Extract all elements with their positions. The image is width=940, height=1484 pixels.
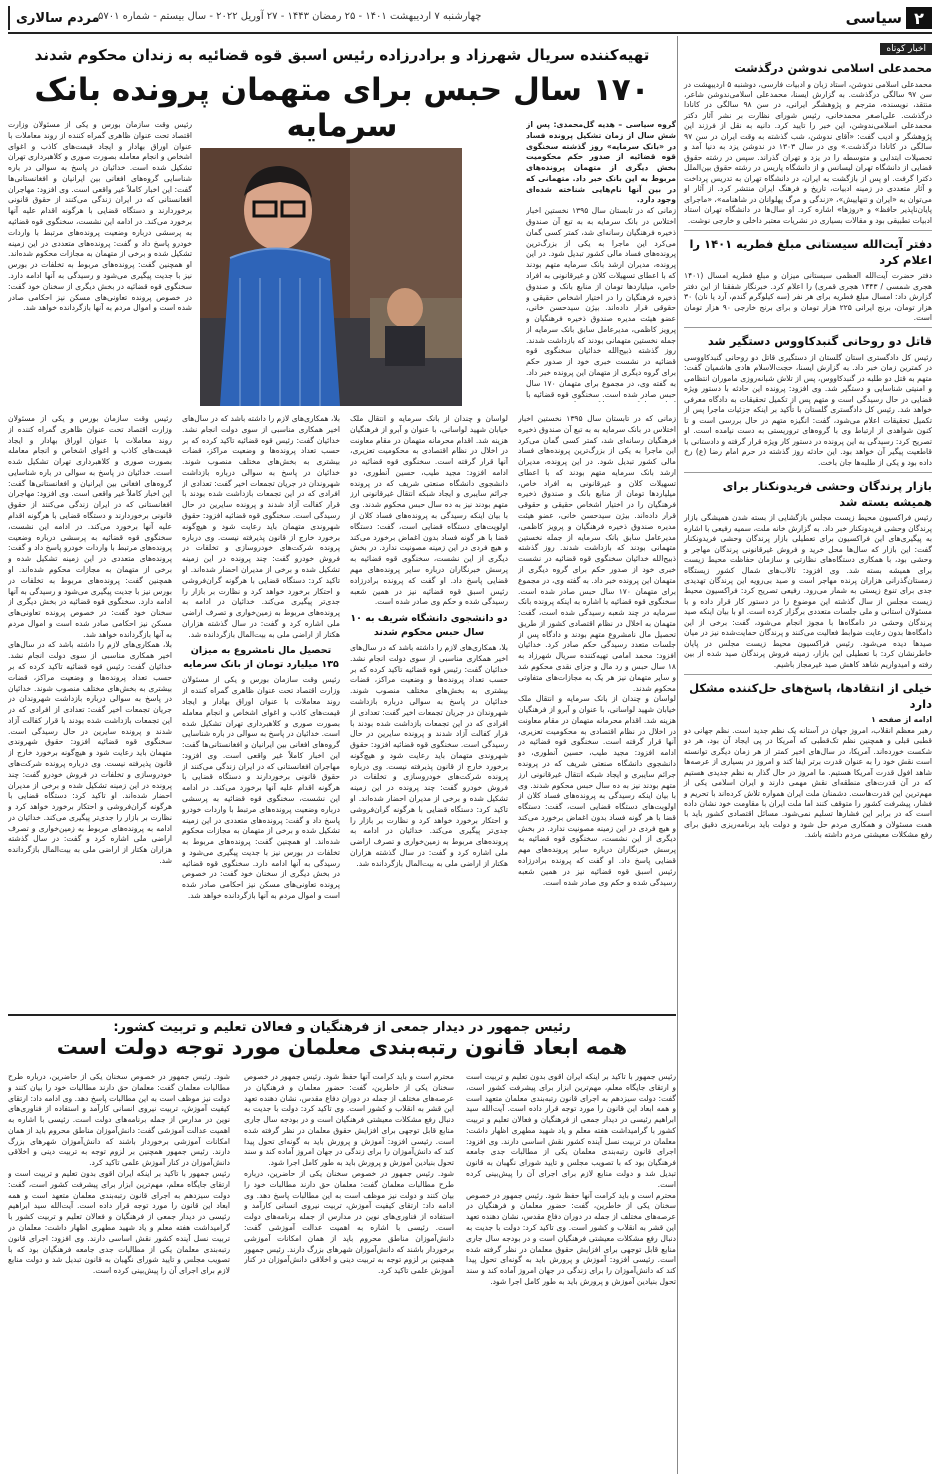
main-article xyxy=(8,36,676,1011)
divider xyxy=(684,674,932,675)
article-column xyxy=(350,414,508,1010)
article-body-text: شود. رئیس جمهور در خصوص سخنان یکی از حاضرین، درباره طرح مطالبات معلمان گفت: معلمان حق دارند مطالبات خود را بیان کنند و دولت نیز موظف است به این مطالبات پاسخ دهد. وی ادامه داد: ارتقای کیفیت آموزش، تربیت نیروی انسانی کارآمد و استفاده از فناوری‌های نوین در مدارس از جمله برنامه‌های دولت است. رئیسی با اشاره به اهمیت عدالت آموزشی گفت: دانش‌آموزان مناطق محروم باید از همان امکانات آموزشی برخوردار باشند که دانش‌آموزان شهرهای بزرگ دارند. رئیس جمهور همچنین بر لزوم توجه به تربیت دینی و اخلاقی دانش‌آموزان در کنار آموزش علمی تاکید کرد. xyxy=(244,1169,454,1276)
brief-item xyxy=(684,61,932,226)
article-body-text: زمانی که در تابستان سال ۱۳۹۵ نخستین اخبار اختلاس در بانک سرمایه به به تبع آن صندوق ذخیره فرهنگیان رسانه‌ای شد، کمتر کسی گمان می‌کرد این ماجرا به یکی از بزرگ‌ترین پرونده‌های فساد مالی کشور تبدیل شود. در این پرونده، مدیران ارشد بانک سرمایه متهم بودند که با اعطای تسهیلات کلان و غیرقانونی به افراد خاص، میلیاردها تومان از منابع بانک و صندوق ذخیره فرهنگیان را در اختیار اشخاص حقیقی و حقوقی قرار داده‌اند. بیژن سیدحسن خانی، عضو هیئت مدیره صندوق ذخیره فرهنگیان و پرویز کاظمی، مدیرعامل سابق بانک سرمایه از جمله نخستین متهمانی بودند که بازداشت شدند. روز گذشته ذبیح‌الله خدائیان سخنگوی قوه قضائیه در نشست خبری خود از صدور حکم برای گروه دیگری از متهمان این پرونده خبر داد. به گفته وی، در مجموع برای متهمان ۱۷۰ سال حبس صادر شده است. سخنگوی قوه قضائیه با اشاره به اینکه پرونده بانک سرمایه در چند شعبه رسیدگی شده است، گفت: متهمان به اخلال در نظام اقتصادی کشور از طریق تحصیل مال نامشروع متهم بودند و دادگاه پس از جلسات متعدد رسیدگی حکم صادر کرد. خدائیان افزود: محمد امامی تهیه‌کننده سریال شهرزاد به ۱۸ سال حبس و رد مال و جزای نقدی محکوم شد و سایر متهمان نیز هر یک به مجازات‌های متفاوتی محکوم شدند. xyxy=(518,414,676,693)
section-divider xyxy=(8,1014,676,1016)
divider xyxy=(684,472,932,473)
article-column xyxy=(466,1072,676,1476)
article-subheading: تحصیل مال نامشروع به میزان ۱۳۵ میلیارد تومان از بانک سرمایه xyxy=(183,645,339,670)
brief-title: دفتر آیت‌الله سیستانی مبلغ فطریه ۱۴۰۱ را اعلام کرد xyxy=(689,237,932,267)
brief-item xyxy=(684,334,932,468)
article-lead: گروه سیاسی – هدیه گل‌محمدی: پس از شش سال از زمان تشکیل پرونده فساد در «بانک سرمایه» روز گذشته سخنگوی قوه قضائیه از صدور حکم محکومیت بخش دیگری از متهمان پرونده‌های مربوط به این بانک خبر داد. متهمانی که در بین آنها نام‌هایی شناخته شده‌ای وجود دارد. xyxy=(526,120,676,205)
brief-title: بازار پرندگان وحشی فریدونکنار برای همیشه بسته شد xyxy=(722,479,932,509)
article-body-text: زمانی که در تابستان سال ۱۳۹۵ نخستین اخبار اختلاس در بانک سرمایه به به تبع آن صندوق ذخیره فرهنگیان رسانه‌ای شد، کمتر کسی گمان می‌کرد این ماجرا به یکی از بزرگ‌ترین پرونده‌های فساد مالی کشور تبدیل شود. در این پرونده، مدیران ارشد بانک سرمایه متهم بودند که با اعطای تسهیلات کلان و غیرقانونی به افراد خاص، میلیاردها تومان از منابع بانک و صندوق ذخیره فرهنگیان را در اختیار اشخاص حقیقی و حقوقی قرار داده‌اند. بیژن سیدحسن خانی، عضو هیئت مدیره صندوق ذخیره فرهنگیان و پرویز کاظمی، مدیرعامل سابق بانک سرمایه از جمله نخستین متهمانی بودند که بازداشت شدند. روز گذشته ذبیح‌الله خدائیان سخنگوی قوه قضائیه در نشست خبری خود از صدور حکم برای گروه دیگری از متهمان این پرونده خبر داد. به گفته وی، در مجموع برای متهمان ۱۷۰ سال حبس صادر شده است. سخنگوی قوه قضائیه با xyxy=(526,206,676,399)
newspaper-name: مردم سالاری xyxy=(8,6,100,30)
brief-body: رئیس فراکسیون محیط زیست مجلس بازگشایی از بسته شدن همیشگی بازار پرندگان وحشی فریدونکنار خبر داد. به گزارش خانه ملت، سمیه رفیعی با اشاره به پیگیری‌های این فراکسیون برای تعطیلی بازار پرندگان وحشی فریدونکنار گفت: این بازار که سال‌ها محل خرید و فروش غیرقانونی پرندگان مهاجر و وحشی بود، با همکاری دستگاه‌های نظارتی و سازمان حفاظت محیط زیست برای همیشه بسته شد. وی افزود: تالاب‌های شمال کشور زیستگاه زمستان‌گذرانی هزاران پرنده مهاجر است و صید بی‌رویه این پرندگان تهدیدی جدی برای تنوع زیستی به شمار می‌رود. رفیعی تصریح کرد: فراکسیون محیط زیست مجلس از سال گذشته این موضوع را در دستور کار قرار داده و با مسئولان استانی و ملی جلسات متعددی برگزار کرده است. او با بیان اینکه صید پرندگان وحشی در دامگاه‌ها با مجوز انجام می‌شود، گفت: برخی از این دامگاه‌ها بدون رعایت ضوابط فعالیت می‌کنند و پرندگان حمایت‌شده نیز در میان صیدها دیده می‌شود. رئیس فراکسیون محیط زیست مجلس در پایان خاطرنشان کرد: با تعطیلی این بازار، زمینه فروش پرندگان صید شده از بین رفته و امیدواریم شاهد کاهش صید غیرمجاز باشیم. xyxy=(684,513,932,669)
article-body-text: بلا، همکاری‌های لازم را داشته باشد که در سال‌های اخیر همکاری مناسبی از سوی دولت انجام نشد. خدائیان گفت: رئیس قوه قضائیه تاکید کرده که بر حسب تعداد پرونده‌ها و وضعیت مراکز، قضات بیشتری به بخش‌های مختلف منصوب شوند. خدائیان در پاسخ به سوالی درباره بازداشت شهروندان در جریان تجمعات اخیر گفت: تعدادی از افرادی که در این تجمعات بازداشت شده بودند با قرار کفالت آزاد شدند و پرونده سایرین در حال رسیدگی است. سخنگوی قوه قضائیه افزود: حقوق شهروندی متهمان باید رعایت شود و هیچ‌گونه برخورد خارج از قانون پذیرفته نیست. وی درباره پرونده شرکت‌های خودروسازی و تخلفات در فروش خودرو گفت: چند پرونده در این زمینه تشکیل شده و برخی از مدیران احضار شده‌اند. او تاکید کرد: دستگاه قضایی با هرگونه گران‌فروشی و احتکار برخورد خواهد کرد و نظارت بر بازار را جدی‌تر پیگیری می‌کند. خدائیان در ادامه به پرونده‌های مربوط به زمین‌خواری و تصرف اراضی ملی اشاره کرد و گفت: در سال گذشته هزاران هکتار از اراضی ملی به بیت‌المال بازگردانده شد. xyxy=(350,643,508,868)
article-column xyxy=(182,414,340,1010)
article-column xyxy=(8,1072,230,1476)
article-body-text: لواسان و چندان از بانک سرمایه و انتقال ملک خیابان شهید لواسانی، با عنوان و آبرو از فرهنگیان هزینه شد. اقدام محرمانه متهمان در مقام معاونت در اخلال در نظام اقتصادی به محکومیت تعزیری، آنها قرار گرفته است. سخنگوی قوه قضائیه در ادامه افزود: مجید طیب، حسین آنطوری، دو دانشجوی دانشگاه صنعتی شریف که در پرونده جرائم سایبری و ایجاد شبکه انتقال غیرقانونی ارز متهم بودند نیز به ده سال حبس محکوم شدند. وی با بیان اینکه رسیدگی به پرونده‌های فساد کلان از اولویت‌های دستگاه قضایی است، گفت: دستگاه قضا با هر گونه فساد بدون اغماض برخورد می‌کند و هیچ فردی در این زمینه مصونیت ندارد. در بخش دیگری از این نشست، سخنگوی قوه قضائیه به پرسش خبرنگاران درباره سایر پرونده‌های مهم قضایی پاسخ داد. او گفت که پرونده برادرزاده رئیس اسبق قوه قضائیه نیز در همین شعبه رسیدگی شده و حکم وی صادر شده است. xyxy=(518,694,676,887)
brief-title: محمدعلی اسلامی ندوشن درگذشت xyxy=(734,61,932,75)
article-body-text: بلا، همکاری‌های لازم را داشته باشد که در سال‌های اخیر همکاری مناسبی از سوی دولت انجام نشد. خدائیان گفت: رئیس قوه قضائیه تاکید کرده که بر حسب تعداد پرونده‌ها و وضعیت مراکز، قضات بیشتری به بخش‌های مختلف منصوب شوند. خدائیان در پاسخ به سوالی درباره بازداشت شهروندان در جریان تجمعات اخیر گفت: تعدادی از افرادی که در این تجمعات بازداشت شده بودند با قرار کفالت آزاد شدند و پرونده سایرین در حال رسیدگی است. سخنگوی قوه قضائیه افزود: حقوق شهروندی متهمان باید رعایت شود و هیچ‌گونه برخورد خارج از قانون پذیرفته نیست. وی درباره پرونده شرکت‌های خودروسازی و تخلفات در فروش خودرو گفت: چند پرونده در این زمینه تشکیل شده و برخی از مدیران احضار شده‌اند. او تاکید کرد: دستگاه قضایی با هرگونه گران‌فروشی و احتکار برخورد خواهد کرد و نظارت بر بازار را جدی‌تر پیگیری می‌کند. خدائیان در ادامه به پرونده‌های مربوط به زمین‌خواری و تصرف اراضی ملی اشاره کرد و گفت: در سال گذشته هزاران هکتار از اراضی ملی به بیت‌المال بازگردانده شد. xyxy=(8,640,172,866)
article-column xyxy=(244,1072,454,1476)
divider xyxy=(684,327,932,328)
page-number: ۲ xyxy=(906,7,932,29)
page-header xyxy=(8,6,932,34)
section-label: سیاسی xyxy=(845,9,902,27)
article-body-text: رئیس جمهور با تاکید بر اینکه ایران اقوی بدون تعلیم و تربیت است و ارتقای جایگاه معلم، مهم‌ترین ابزار برای پیشرفت کشور است، گفت: دولت سیزدهم به اجرای قانون رتبه‌بندی معلمان متعهد است و همه ابعاد این قانون را مورد توجه قرار داده است. آیت‌الله سید ابراهیم رئیسی در دیدار جمعی از فرهنگیان و فعالان تعلیم و تربیت کشور با گرامیداشت هفته معلم و یاد شهید مطهری اظهار داشت: معلمان در تربیت نسل آینده کشور نقش اساسی دارند. وی افزود: اجرای قانون رتبه‌بندی معلمان یکی از مطالبات جدی جامعه فرهنگیان بود که با تصویب مجلس و تایید شورای نگهبان به قانون تبدیل شد و دولت منابع لازم برای اجرای آن را پیش‌بینی کرده است. xyxy=(8,1169,230,1276)
brief-body: محمدعلی اسلامی ندوشن، استاد زبان و ادبیات فارسی، دوشنبه ۵ اردیبهشت در سن ۹۷ سالگی درگذشت. به گزارش ایسنا، محمدعلی اسلامی‌ندوشن شاعر، منتقد، نویسنده، مترجم و پژوهشگر ایرانی، در سن ۹۸ سالگی در کانادا درگذشت. علی‌اصغر محمدخانی، رئیس شورای نظارت بر نشر آثار دکتر محمدعلی اسلامی‌ندوشن، این خبر را تایید کرد. دانیه به نقل از فرزند این پژوهشگر و ادیب گفت: «آقای ندوشن، شب گذشته به وقت ایران در سن ۹۷ سالگی در کانادا درگذشت.» وی در سال ۱۳۰۳ در ندوشن یزد به دنیا آمد و تحصیلات ابتدایی و متوسطه را در یزد و تهران گذراند. سپس در رشته حقوق قضایی از دانشگاه تهران لیسانس و از دانشگاه پاریس در رشته حقوق بین‌الملل دکترا گرفت. او پس از بازگشت به ایران، در دانشگاه تهران به تدریس پرداخت و آثار متعددی در زمینه ادبیات، تاریخ و فرهنگ ایران منتشر کرد. از آثار او می‌توان به «ایران و تنهاییش»، «زندگی و مرگ پهلوانان در شاهنامه»، «ماجرای پایان‌ناپذیر حافظ» و «روزها» اشاره کرد. او سال‌ها در دانشگاه تهران استاد ادبیات تطبیقی بود و مقالات بسیاری در نشریات معتبر داخلی و خارجی نوشت. xyxy=(684,79,933,225)
article-body-text: محترم است و باید کرامت آنها حفظ شود. رئیس جمهور در خصوص سخنان یکی از خاطرین، گفت: حضور معلمان و فرهنگیان در عرصه‌های مختلف از جمله در دوران دفاع مقدس، نشان دهنده تعهد این قشر به انقلاب و کشور است. وی تاکید کرد: دولت با جدیت به دنبال رفع مشکلات معیشتی فرهنگیان است و در بودجه سال جاری منابع قابل توجهی برای افزایش حقوق معلمان در نظر گرفته شده است. رئیسی افزود: آموزش و پرورش باید به گونه‌ای تحول پیدا کند که دانش‌آموزان را برای زندگی در جهان امروز آماده کند و سند تحول بنیادین آموزش و پرورش باید به طور کامل اجرا شود. xyxy=(244,1072,454,1168)
article-body-text: محترم است و باید کرامت آنها حفظ شود. رئیس جمهور در خصوص سخنان یکی از خاطرین، گفت: حضور معلمان و فرهنگیان در عرصه‌های مختلف از جمله در دوران دفاع مقدس، نشان دهنده تعهد این قشر به انقلاب و کشور است. وی تاکید کرد: دولت با جدیت به دنبال رفع مشکلات معیشتی فرهنگیان است و در بودجه سال جاری منابع قابل توجهی برای افزایش حقوق معلمان در نظر گرفته شده است. رئیسی افزود: آموزش و پرورش باید به گونه‌ای تحول پیدا کند که دانش‌آموزان را برای زندگی در جهان امروز آماده کند و سند تحول بنیادین آموزش و پرورش باید به طور کامل اجرا شود. xyxy=(466,1190,676,1286)
article-body-text: بلا، همکاری‌های لازم را داشته باشد که در سال‌های اخیر همکاری مناسبی از سوی دولت انجام نشد. خدائیان گفت: رئیس قوه قضائیه تاکید کرده که بر حسب تعداد پرونده‌ها و وضعیت مراکز، قضات بیشتری به بخش‌های مختلف منصوب شوند. خدائیان در پاسخ به سوالی درباره بازداشت شهروندان در جریان تجمعات اخیر گفت: تعدادی از افرادی که در این تجمعات بازداشت شده بودند با قرار کفالت آزاد شدند و پرونده سایرین در حال رسیدگی است. سخنگوی قوه قضائیه افزود: حقوق شهروندی متهمان باید رعایت شود و هیچ‌گونه برخورد خارج از قانون پذیرفته نیست. وی درباره پرونده شرکت‌های خودروسازی و تخلفات در فروش خودرو گفت: چند پرونده در این زمینه تشکیل شده و برخی از مدیران احضار شده‌اند. او تاکید کرد: دستگاه قضایی با هرگونه گران‌فروشی و احتکار برخورد خواهد کرد و نظارت بر بازار را جدی‌تر پیگیری می‌کند. خدائیان در ادامه به پرونده‌های مربوط به زمین‌خواری و تصرف اراضی ملی اشاره کرد و گفت: در سال گذشته هزاران هکتار از اراضی ملی به بیت‌المال بازگردانده شد. xyxy=(182,414,340,639)
brief-item xyxy=(684,681,932,841)
date-line: چهارشنبه ۷ اردیبهشت ۱۴۰۱ - ۲۵ رمضان ۱۴۴۳ - ۲۷ آوریل ۲۰۲۲ - سال بیستم - شماره ۵۷۰۱ xyxy=(98,11,482,22)
article-body-text: رئیس وقت سازمان بورس و یکی از مسئولان وزارت اقتصاد تحت عنوان ظاهری گمراه کننده از روند معاملات با عنوان اوراق بهادار و ایجاد قیمت‌های کاذب و اغوای اشخاص و انجام معامله بصورت صوری و کلاهبرداری تهران تشکیل شده است. خدائیان در پاسخ به سوالی در باره شناسایی گروه‌های افغانی بین ایرانیان و افغانستانی‌ها گفت: این اخبار کاملاً غیر واقعی است. وی افزود: مهاجران افغانستانی که در ایران زندگی می‌کنند از حقوق قانونی برخوردارند و دستگاه قضایی با هرگونه اقدام علیه آنها برخورد می‌کند. در ادامه این نشست، سخنگوی قوه قضائیه به پرسشی درباره وضعیت پرونده‌های مرتبط با واردات خودرو پاسخ داد و گفت: پرونده‌های متعددی در این زمینه تشکیل شده و برخی از متهمان به مجازات محکوم شده‌اند. او همچنین گفت: پرونده‌های مربوط به تخلفات در بورس نیز با جدیت پیگیری می‌شود و رسیدگی به آنها ادامه دارد. سخنگوی قوه قضائیه در بخش دیگری از سخنان خود گفت: در خصوص پرونده تعاونی‌های مسکن نیز احکامی صادر شده است و اموال مردم به آنها بازگردانده خواهد شد. xyxy=(182,675,340,900)
bottom-article-headline: همه ابعاد قانون رتبه‌بندی معلمان مورد توجه دولت است xyxy=(56,1035,628,1059)
brief-body: رئیس کل دادگستری استان گلستان از دستگیری قاتل دو روحانی گنبدکاووسی در کمترین زمان خبر داد. به گزارش ایسنا، حجت‌الاسلام هادی هاشمیان گفت: متهم به قتل دو طلبه در گنبدکاووس، پس از تلاش شبانه‌روزی ماموران انتظامی و امنیتی شناسایی و دستگیر شد. وی افزود: پرونده این حادثه با دستور ویژه قضایی در حال رسیدگی است و متهم پس از تکمیل تحقیقات به دادگاه معرفی خواهد شد. رئیس کل دادگستری گلستان با تأکید بر اینکه جزئیات ماجرا پس از تکمیل تحقیقات اعلام می‌شود، گفت: انگیزه متهم در حال بررسی است و تا کنون شواهدی از ارتباط وی با گروه‌های تروریستی به دست نیامده است. او تصریح کرد: رسیدگی به این پرونده در دستور کار ویژه قرار گرفته و دادستانی با قاطعیت پیگیر آن خواهد بود. این حادثه روز گذشته در حرم امام رضا (ع) رخ داده بود و یکی از طلبه‌ها جان باخت. xyxy=(684,352,932,467)
brief-continued: ادامه از صفحه ۱ xyxy=(871,715,932,725)
brief-title: قاتل دو روحانی گنبدکاووس دستگیر شد xyxy=(707,334,932,349)
news-briefs-sidebar xyxy=(677,36,932,1474)
sidebar-tag: اخبار کوتاه xyxy=(880,43,932,55)
brief-body: دفتر حضرت آیت‌الله العظمی سیستانی میزان و مبلغ فطریه امسال (۱۴۰۱ هجری شمسی / ۱۴۴۳ هجری قمری) را اعلام کرد. خبرنگار شفقنا از این دفتر گزارش داد: امسال مبلغ فطریه برای هر نفر (سه کیلوگرم گندم، آرد یا نان) ۳۰ هزار تومان، برنج ایرانی ۲۲۵ هزار تومان و برای برنج خارجی ۹۰ هزار تومان است. xyxy=(684,271,933,322)
brief-item xyxy=(684,237,932,323)
article-body-text: لواسان و چندان از بانک سرمایه و انتقال ملک خیابان شهید لواسانی، با عنوان و آبرو از فرهنگیان هزینه شد. اقدام محرمانه متهمان در مقام معاونت در اخلال در نظام اقتصادی به محکومیت تعزیری، آنها قرار گرفته است. سخنگوی قوه قضائیه در ادامه افزود: مجید طیب، حسین آنطوری، دو دانشجوی دانشگاه صنعتی شریف که در پرونده جرائم سایبری و ایجاد شبکه انتقال غیرقانونی ارز متهم بودند نیز به ده سال حبس محکوم شدند. وی با بیان اینکه رسیدگی به پرونده‌های فساد کلان از اولویت‌های دستگاه قضایی است، گفت: دستگاه قضا با هر گونه فساد بدون اغماض برخورد می‌کند و هیچ فردی در این زمینه مصونیت ندارد. در بخش دیگری از این نشست، سخنگوی قوه قضائیه به پرسش خبرنگاران درباره سایر پرونده‌های مهم قضایی پاسخ داد. او گفت که پرونده برادرزاده رئیس اسبق قوه قضائیه نیز در همین شعبه رسیدگی شده و حکم وی صادر شده است. xyxy=(350,414,508,607)
article-body-text: رئیس وقت سازمان بورس و یکی از مسئولان وزارت اقتصاد تحت عنوان ظاهری گمراه کننده از روند معاملات با عنوان اوراق بهادار و ایجاد قیمت‌های کاذب و اغوای اشخاص و انجام معامله بصورت صوری و کلاهبرداری تهران تشکیل شده است. خدائیان در پاسخ به سوالی در باره شناسایی گروه‌های افغانی بین ایرانیان و افغانستانی‌ها گفت: این اخبار کاملاً غیر واقعی است. وی افزود: مهاجران افغانستانی که در ایران زندگی می‌کنند از حقوق قانونی برخوردارند و دستگاه قضایی با هرگونه اقدام علیه آنها برخورد می‌کند. در ادامه این نشست، سخنگوی قوه قضائیه به پرسشی درباره وضعیت پرونده‌های مرتبط با واردات خودرو پاسخ داد و گفت: پرونده‌های متعددی در این زمینه تشکیل شده و برخی از متهمان به مجازات محکوم شده‌اند. او همچنین گفت: پرونده‌های مربوط به تخلفات در بورس نیز با جدیت پیگیری می‌شود و رسیدگی به آنها ادامه دارد. سخنگوی قوه قضائیه در بخش دیگری از سخنان خود گفت: در خصوص پرونده تعاونی‌های مسکن نیز احکامی صادر شده است و اموال مردم به آنها بازگردانده خواهد شد. xyxy=(8,120,192,313)
divider xyxy=(684,230,932,231)
defendant-photo-illustration xyxy=(200,148,462,406)
article-body-text: رئیس وقت سازمان بورس و یکی از مسئولان وزارت اقتصاد تحت عنوان ظاهری گمراه کننده از روند معاملات با عنوان اوراق بهادار و ایجاد قیمت‌های کاذب و اغوای اشخاص و انجام معامله بصورت صوری و کلاهبرداری تهران تشکیل شده است. خدائیان در پاسخ به سوالی در باره شناسایی گروه‌های افغانی بین ایرانیان و افغانستانی‌ها گفت: این اخبار کاملاً غیر واقعی است. وی افزود: مهاجران افغانستانی که در ایران زندگی می‌کنند از حقوق قانونی برخوردارند و دستگاه قضایی با هرگونه اقدام علیه آنها برخورد می‌کند. در ادامه این نشست، سخنگوی قوه قضائیه به پرسشی درباره وضعیت پرونده‌های مرتبط با واردات خودرو پاسخ داد و گفت: پرونده‌های متعددی در این زمینه تشکیل شده و برخی از متهمان به مجازات محکوم شده‌اند. او همچنین گفت: پرونده‌های مربوط به تخلفات در بورس نیز با جدیت پیگیری می‌شود و رسیدگی به آنها ادامه دارد. سخنگوی قوه قضائیه در بخش دیگری از سخنان خود گفت: در خصوص پرونده تعاونی‌های مسکن نیز احکامی صادر شده است و اموال مردم به آنها بازگردانده خواهد شد. xyxy=(8,414,172,639)
bottom-article xyxy=(8,1020,676,1476)
brief-title: خیلی از انتقادها، پاسخ‌های حل‌کننده مشکل دارد xyxy=(689,681,932,711)
article-column xyxy=(526,120,676,402)
article-column xyxy=(518,414,676,1010)
page-section-badge xyxy=(846,6,932,30)
article-column xyxy=(8,414,172,1010)
bottom-article-supertitle: رئیس جمهور در دیدار جمعی از فرهنگیان و فعالان تعلیم و تربیت کشور: xyxy=(113,1020,571,1035)
article-supertitle: تهیه‌کننده سریال شهرزاد و برادرزاده رئیس اسبق قوه قضائیه به زندان محکوم شدند xyxy=(34,46,650,64)
article-body-text: رئیس جمهور با تاکید بر اینکه ایران اقوی بدون تعلیم و تربیت است و ارتقای جایگاه معلم، مهم‌ترین ابزار برای پیشرفت کشور است، گفت: دولت سیزدهم به اجرای قانون رتبه‌بندی معلمان متعهد است و همه ابعاد این قانون را مورد توجه قرار داده است. آیت‌الله سید ابراهیم رئیسی در دیدار جمعی از فرهنگیان و فعالان تعلیم و تربیت کشور با گرامیداشت هفته معلم و یاد شهید مطهری اظهار داشت: معلمان در تربیت نسل آینده کشور نقش اساسی دارند. وی افزود: اجرای قانون رتبه‌بندی معلمان یکی از مطالبات جدی جامعه فرهنگیان بود که با تصویب مجلس و تایید شورای نگهبان به قانون تبدیل شد و دولت منابع لازم برای اجرای آن را پیش‌بینی کرده است. xyxy=(466,1072,676,1189)
article-headline: ۱۷۰ سال حبس برای متهمان پرونده بانک سرمایه xyxy=(34,72,650,144)
article-column xyxy=(8,120,192,402)
courtroom-photo xyxy=(200,148,462,406)
article-body-text: شود. رئیس جمهور در خصوص سخنان یکی از حاضرین، درباره طرح مطالبات معلمان گفت: معلمان حق دارند مطالبات خود را بیان کنند و دولت نیز موظف است به این مطالبات پاسخ دهد. وی ادامه داد: ارتقای کیفیت آموزش، تربیت نیروی انسانی کارآمد و استفاده از فناوری‌های نوین در مدارس از جمله برنامه‌های دولت است. رئیسی با اشاره به اهمیت عدالت آموزشی گفت: دانش‌آموزان مناطق محروم باید از همان امکانات آموزشی برخوردار باشند که دانش‌آموزان شهرهای بزرگ دارند. رئیس جمهور همچنین بر لزوم توجه به تربیت دینی و اخلاقی دانش‌آموزان در کنار آموزش علمی تاکید کرد. xyxy=(8,1072,230,1168)
article-subheading: دو دانشجوی دانشگاه شریف به ۱۰ سال حبس محکوم شدند xyxy=(350,613,508,638)
brief-item xyxy=(684,479,932,670)
brief-body: رهبر معظم انقلاب، امروز جهان در آستانه یک نظم جدید است. نظم جهانی دو قطبی قبلی و همچنین نظم تک‌قطبی که آمریکا در پی ایجاد آن بود، هر دو شکست خورده‌اند. آمریکا، در سال‌های اخیر کمتر از هر زمان دیگری توانسته است نقش خود را به عنوان قدرت برتر ایفا کند و امروز در بسیاری از عرصه‌ها شاهد افول قدرت آمریکا هستیم. ما امروز در حال گذار به نظم جدیدی هستیم که در آن قدرت‌های منطقه‌ای نقش مهمی دارند و ایران اسلامی یکی از مهم‌ترین این قدرت‌هاست. دشمنان ملت ایران همواره تلاش کرده‌اند با تحریم و فشار، پیشرفت کشور را متوقف کنند اما ملت ایران با مقاومت خود نشان داده است که در برابر این فشارها تسلیم نمی‌شود. مسائل اقتصادی کشور باید با همت مسئولان و همکاری مردم حل شود و دولت باید برنامه‌ریزی دقیق برای رفع مشکلات معیشتی مردم داشته باشد. xyxy=(684,725,932,840)
